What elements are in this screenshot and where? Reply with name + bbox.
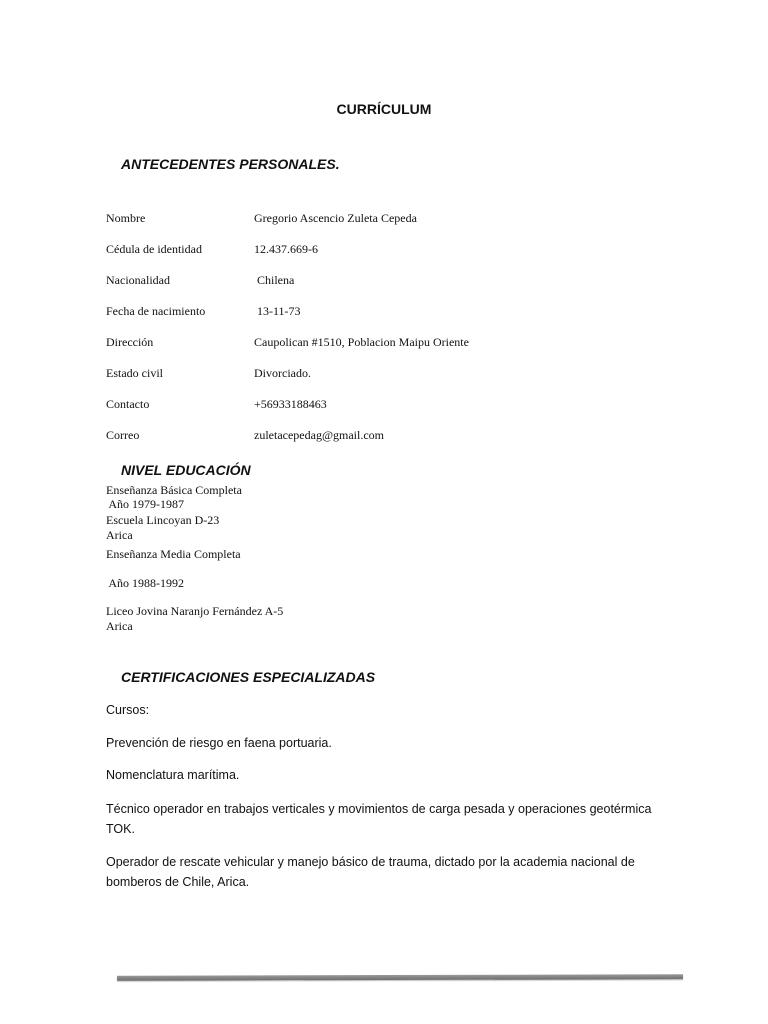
field-value: 13-11-73 bbox=[254, 304, 301, 318]
section-heading-personal: ANTECEDENTES PERSONALES. bbox=[121, 156, 340, 172]
field-label: Fecha de nacimiento bbox=[106, 304, 206, 318]
course-item: Nomenclatura marítima. bbox=[106, 768, 240, 782]
field-value: 12.437.669-6 bbox=[254, 242, 318, 256]
course-item: Prevención de riesgo en faena portuaria. bbox=[106, 736, 332, 750]
education-line: Liceo Jovina Naranjo Fernández A-5 bbox=[106, 604, 284, 618]
field-label: Estado civil bbox=[106, 366, 163, 380]
courses-intro: Cursos: bbox=[106, 703, 150, 717]
section-heading-certifications: CERTIFICACIONES ESPECIALIZADAS bbox=[121, 669, 376, 685]
education-line: Arica bbox=[106, 619, 133, 633]
field-value: Chilena bbox=[254, 273, 295, 287]
education-line: Año 1988-1992 bbox=[106, 576, 184, 590]
field-label: Contacto bbox=[106, 397, 150, 411]
course-item: TOK. bbox=[106, 822, 135, 836]
field-label: Nacionalidad bbox=[106, 273, 170, 287]
field-label: Nombre bbox=[106, 211, 146, 225]
field-label: Dirección bbox=[106, 335, 154, 349]
course-item: bomberos de Chile, Arica. bbox=[106, 875, 250, 889]
field-value: zuletacepedag@gmail.com bbox=[254, 428, 384, 442]
education-line: Escuela Lincoyan D-23 bbox=[106, 513, 220, 527]
course-item: Operador de rescate vehicular y manejo básico de trauma, dictado por la academia nacional de bbox=[106, 855, 635, 869]
course-item: Técnico operador en trabajos verticales y movimientos de carga pesada y operaciones geotérmica bbox=[106, 802, 652, 816]
field-value: Gregorio Ascencio Zuleta Cepeda bbox=[254, 211, 417, 225]
education-line: Enseñanza Básica Completa bbox=[106, 483, 242, 497]
education-line: Año 1979-1987 bbox=[106, 497, 184, 511]
field-label: Cédula de identidad bbox=[106, 242, 202, 256]
field-label: Correo bbox=[106, 428, 140, 442]
document-title: CURRÍCULUM bbox=[336, 101, 432, 117]
education-line: Arica bbox=[106, 528, 133, 542]
section-heading-education: NIVEL EDUCACIÓN bbox=[121, 462, 251, 478]
education-line: Enseñanza Media Completa bbox=[106, 547, 241, 561]
field-value: +56933188463 bbox=[254, 397, 327, 411]
footer-divider bbox=[117, 974, 683, 980]
field-value: Divorciado. bbox=[254, 366, 311, 380]
field-value: Caupolican #1510, Poblacion Maipu Oriente bbox=[254, 335, 469, 349]
